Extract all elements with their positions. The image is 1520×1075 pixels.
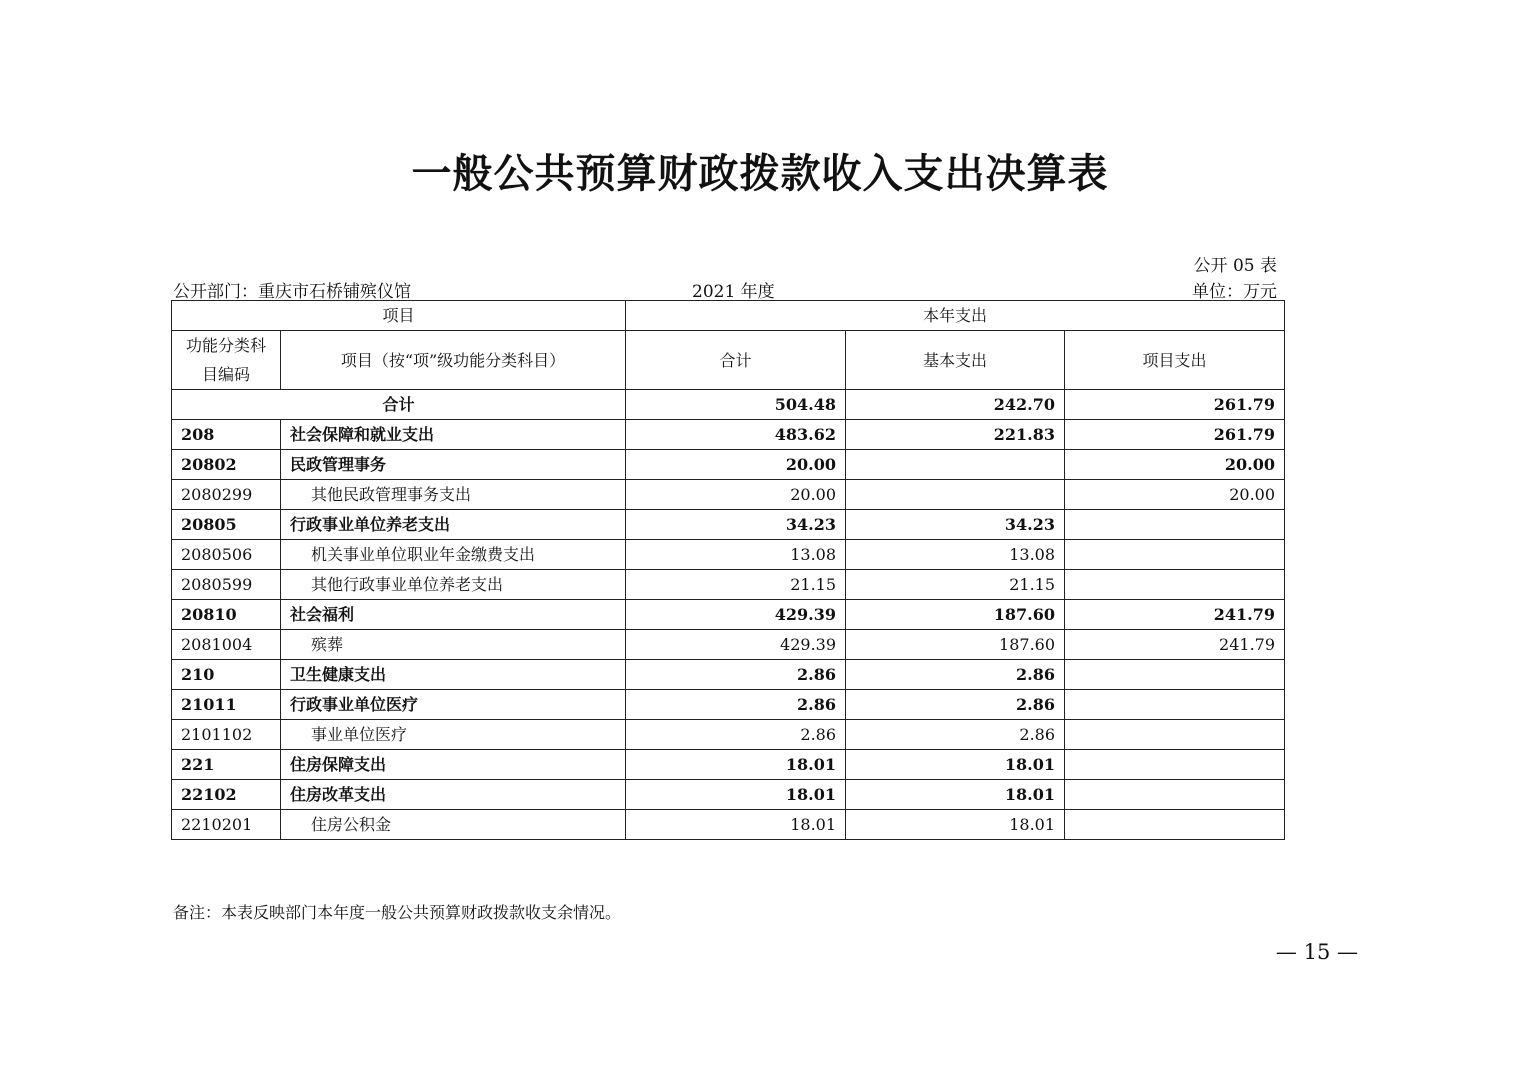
department-label: 公开部门：重庆市石桥铺殡仪馆 <box>173 282 411 302</box>
header-item: 项目（按“项”级功能分类科目） <box>281 331 626 390</box>
row-total: 18.01 <box>626 750 846 780</box>
row-basic <box>846 450 1065 480</box>
row-basic: 221.83 <box>846 420 1065 450</box>
row-name: 行政事业单位医疗 <box>281 690 626 720</box>
row-basic: 187.60 <box>846 600 1065 630</box>
row-total: 429.39 <box>626 630 846 660</box>
row-basic: 2.86 <box>846 660 1065 690</box>
row-total: 483.62 <box>626 420 846 450</box>
header-current-expense: 本年支出 <box>626 301 1285 331</box>
row-code: 2101102 <box>172 720 281 750</box>
row-basic: 21.15 <box>846 570 1065 600</box>
row-project: 20.00 <box>1065 480 1285 510</box>
row-basic: 18.01 <box>846 810 1065 840</box>
row-name: 其他民政管理事务支出 <box>281 480 626 510</box>
row-total: 2.86 <box>626 720 846 750</box>
row-name: 卫生健康支出 <box>281 660 626 690</box>
row-basic: 2.86 <box>846 690 1065 720</box>
row-total: 21.15 <box>626 570 846 600</box>
total-row-total: 504.48 <box>626 390 846 420</box>
row-code: 2210201 <box>172 810 281 840</box>
header-project-expense: 项目支出 <box>1065 331 1285 390</box>
row-code: 2081004 <box>172 630 281 660</box>
row-code: 2080506 <box>172 540 281 570</box>
row-project <box>1065 780 1285 810</box>
table-row <box>172 660 1285 690</box>
row-code: 20802 <box>172 450 281 480</box>
header-basic: 基本支出 <box>846 331 1065 390</box>
table-row <box>172 750 1285 780</box>
row-project <box>1065 570 1285 600</box>
row-basic <box>846 480 1065 510</box>
total-row-project: 261.79 <box>1065 390 1285 420</box>
table-row <box>172 780 1285 810</box>
row-total: 429.39 <box>626 600 846 630</box>
table-row <box>172 510 1285 540</box>
row-total: 2.86 <box>626 660 846 690</box>
row-name: 住房改革支出 <box>281 780 626 810</box>
row-project: 261.79 <box>1065 420 1285 450</box>
footnote: 备注：本表反映部门本年度一般公共预算财政拨款收支余情况。 <box>173 903 622 922</box>
row-total: 18.01 <box>626 810 846 840</box>
row-name: 社会福利 <box>281 600 626 630</box>
budget-table <box>171 300 1285 840</box>
row-code: 221 <box>172 750 281 780</box>
row-basic: 2.86 <box>846 720 1065 750</box>
table-row <box>172 720 1285 750</box>
row-name: 行政事业单位养老支出 <box>281 510 626 540</box>
row-project <box>1065 510 1285 540</box>
row-code: 21011 <box>172 690 281 720</box>
row-total: 20.00 <box>626 450 846 480</box>
row-name: 殡葬 <box>281 630 626 660</box>
row-total: 2.86 <box>626 690 846 720</box>
row-code: 208 <box>172 420 281 450</box>
row-basic: 187.60 <box>846 630 1065 660</box>
table-row <box>172 540 1285 570</box>
row-project <box>1065 810 1285 840</box>
table-row <box>172 570 1285 600</box>
row-basic: 18.01 <box>846 750 1065 780</box>
row-total: 13.08 <box>626 540 846 570</box>
table-row <box>172 630 1285 660</box>
page-number: — 15 — <box>1275 940 1358 964</box>
row-name: 事业单位医疗 <box>281 720 626 750</box>
table-row <box>172 690 1285 720</box>
table-row <box>172 420 1285 450</box>
row-project <box>1065 720 1285 750</box>
header-code: 功能分类科目编码 <box>172 331 281 390</box>
row-code: 20810 <box>172 600 281 630</box>
row-name: 社会保障和就业支出 <box>281 420 626 450</box>
row-code: 2080599 <box>172 570 281 600</box>
row-name: 其他行政事业单位养老支出 <box>281 570 626 600</box>
form-number: 公开 05 表 <box>1193 256 1277 276</box>
total-row-label: 合计 <box>172 390 626 420</box>
row-name: 机关事业单位职业年金缴费支出 <box>281 540 626 570</box>
row-project <box>1065 660 1285 690</box>
table-row <box>172 600 1285 630</box>
row-code: 2080299 <box>172 480 281 510</box>
row-project: 241.79 <box>1065 630 1285 660</box>
row-project: 20.00 <box>1065 450 1285 480</box>
unit-label: 单位：万元 <box>1192 282 1277 302</box>
row-name: 住房保障支出 <box>281 750 626 780</box>
row-total: 18.01 <box>626 780 846 810</box>
row-name: 住房公积金 <box>281 810 626 840</box>
row-name: 民政管理事务 <box>281 450 626 480</box>
row-project <box>1065 750 1285 780</box>
table-row <box>172 480 1285 510</box>
row-code: 210 <box>172 660 281 690</box>
fiscal-year: 2021 年度 <box>692 282 775 302</box>
row-basic: 13.08 <box>846 540 1065 570</box>
row-total: 20.00 <box>626 480 846 510</box>
row-total: 34.23 <box>626 510 846 540</box>
table-row <box>172 810 1285 840</box>
row-project: 241.79 <box>1065 600 1285 630</box>
header-total: 合计 <box>626 331 846 390</box>
row-code: 22102 <box>172 780 281 810</box>
header-project: 项目 <box>172 301 626 331</box>
page-title: 一般公共预算财政拨款收入支出决算表 <box>411 150 1109 197</box>
row-project <box>1065 690 1285 720</box>
row-project <box>1065 540 1285 570</box>
table-row <box>172 450 1285 480</box>
row-code: 20805 <box>172 510 281 540</box>
row-basic: 18.01 <box>846 780 1065 810</box>
total-row-basic: 242.70 <box>846 390 1065 420</box>
row-basic: 34.23 <box>846 510 1065 540</box>
